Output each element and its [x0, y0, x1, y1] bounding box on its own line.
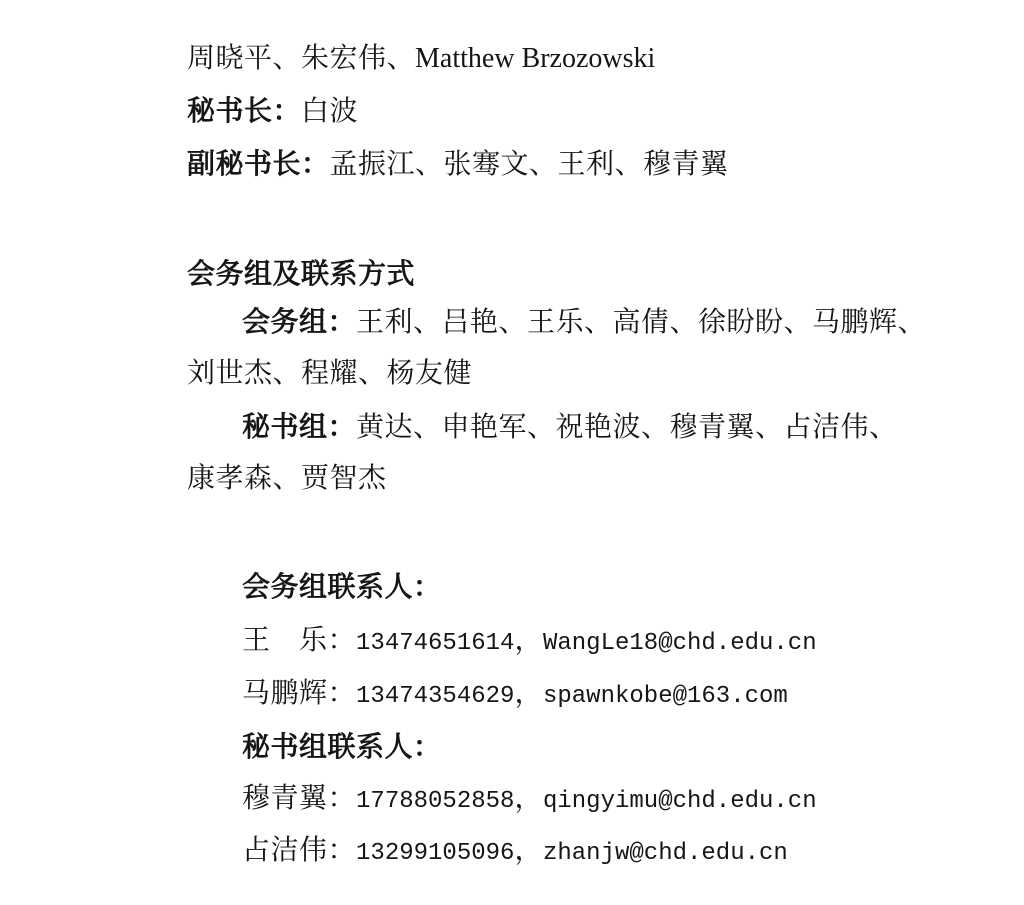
contact-mu-qingyi-name: 穆青翼：	[242, 783, 357, 814]
line-deputy-secretary-general	[157, 113, 729, 216]
contact-wang-le-email: WangLe18@chd.edu.cn	[542, 630, 817, 657]
contact-wang-le-name: 王 乐：	[242, 625, 357, 656]
deputy-secretary-general-names: 孟振江、张骞文、王利、穆青翼	[329, 149, 729, 180]
contact-zhan-jiewei-separator: ，	[514, 835, 543, 866]
secretariat-group-label: 秘书组：	[242, 411, 357, 442]
contact-wang-le-phone: 13474651614	[356, 630, 515, 657]
contact-zhan-jiewei-name: 占洁伟：	[242, 835, 357, 866]
heading-conference-group-contacts-text: 会务组联系人：	[242, 571, 442, 602]
committee-member-latin-name: Matthew Brzozowski	[415, 43, 656, 74]
conference-affairs-group-names: 王利、吕艳、王乐、高倩、徐盼盼、马鹏辉、	[356, 307, 927, 338]
contact-mu-qingyi-email: qingyimu@chd.edu.cn	[542, 788, 817, 815]
contact-zhan-jiewei-email: zhanjw@chd.edu.cn	[542, 840, 788, 867]
contact-zhan-jiewei-phone: 13299105096	[356, 840, 515, 867]
contact-ma-penghui-email: spawnkobe@163.com	[542, 683, 788, 710]
secretary-general-name: 白波	[301, 96, 359, 127]
line-secretariat-group-continued	[157, 428, 387, 530]
contact-mu-qingyi-separator: ，	[514, 783, 543, 814]
secretariat-group-names-continued: 康孝森、贾智杰	[187, 463, 387, 494]
contact-mu-qingyi-phone: 17788052858	[356, 788, 515, 815]
heading-organizing-group-and-contact-text: 会务组及联系方式	[187, 258, 416, 289]
contact-ma-penghui-name: 马鹏辉：	[242, 678, 357, 709]
line-contact-zhan-jiewei	[212, 800, 788, 905]
contact-ma-penghui-phone: 13474354629	[356, 683, 515, 710]
contact-ma-penghui-separator: ，	[514, 678, 543, 709]
committee-members-cjk: 周晓平、朱宏伟、	[187, 43, 416, 74]
heading-secretariat-contacts-text: 秘书组联系人：	[242, 731, 442, 762]
secretary-general-label: 秘书长：	[187, 95, 302, 126]
contact-wang-le-separator: ，	[514, 625, 543, 656]
conference-affairs-group-label: 会务组：	[242, 306, 357, 337]
conference-affairs-group-names-continued: 刘世杰、程耀、杨友健	[187, 358, 473, 389]
secretariat-group-names: 黄达、申艳军、祝艳波、穆青翼、占洁伟、	[356, 412, 898, 443]
deputy-secretary-general-label: 副秘书长：	[187, 148, 330, 179]
